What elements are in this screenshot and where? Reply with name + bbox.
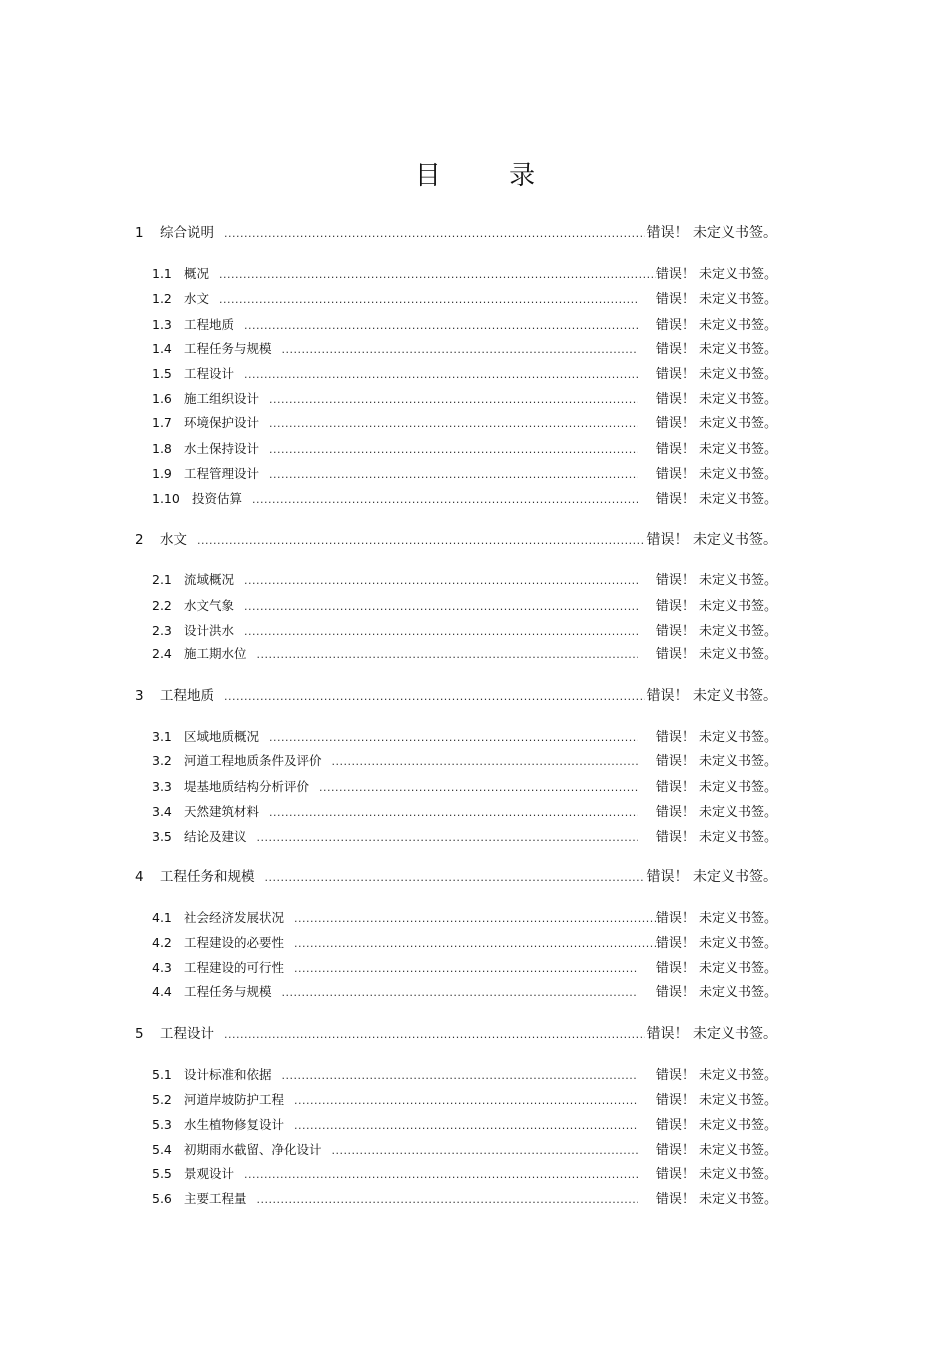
toc-item-5-3[interactable] [152,1114,777,1133]
dot-leader [294,912,656,925]
toc-item-1-7[interactable] [152,412,777,431]
toc-page-ref: 错误！ 未定义书签。 [655,392,777,407]
toc-item-number: 3.4 [152,804,172,819]
toc-item-number: 3.3 [152,779,172,794]
toc-page-ref: 错误！ 未定义书签。 [655,911,777,926]
toc-item-number: 1.9 [152,466,172,481]
toc-item-number: 2.2 [152,598,172,613]
toc-item-number: 5.4 [152,1142,172,1157]
toc-page-ref: 错误！ 未定义书签。 [655,624,777,639]
toc-item-title: 主要工程量 [184,1191,247,1206]
toc-item-title: 景观设计 [184,1166,235,1181]
toc-item-title: 区域地质概况 [184,729,260,744]
toc-item-1-8[interactable] [152,438,777,457]
toc-item-1-2[interactable] [152,288,777,307]
toc-page-ref: 错误！ 未定义书签。 [655,318,777,333]
dot-leader [224,227,645,240]
dot-leader [294,1119,638,1132]
toc-page-ref: 错误！ 未定义书签。 [655,599,777,614]
dot-leader [224,1028,645,1041]
toc-section-5[interactable] [135,1022,777,1043]
toc-page-ref: 错误！ 未定义书签。 [655,416,777,431]
dot-leader [269,806,638,819]
toc-item-number: 1.7 [152,415,172,430]
toc-page-ref: 错误！ 未定义书签。 [655,936,777,951]
toc-page-ref: 错误！ 未定义书签。 [655,267,777,282]
toc-item-title: 施工组织设计 [184,391,260,406]
toc-item-1-5[interactable] [152,363,777,382]
toc-item-title: 设计洪水 [184,623,235,638]
dot-leader [197,534,645,547]
toc-item-2-1[interactable] [152,569,777,588]
toc-item-number: 1.8 [152,441,172,456]
toc-item-1-9[interactable] [152,463,777,482]
toc-item-2-4[interactable] [152,643,777,662]
toc-page-ref: 错误！ 未定义书签。 [646,688,777,704]
toc-item-2-2[interactable] [152,595,777,614]
toc-item-3-2[interactable] [152,750,777,769]
toc-item-number: 5.1 [152,1067,172,1082]
toc-item-4-4[interactable] [152,981,777,1000]
toc-page-ref: 错误！ 未定义书签。 [655,805,777,820]
toc-section-1[interactable] [135,221,777,242]
toc-item-5-4[interactable] [152,1139,777,1158]
toc-item-number: 4.4 [152,984,172,999]
toc-page-ref: 错误！ 未定义书签。 [655,961,777,976]
toc-item-title: 概况 [184,266,210,281]
toc-item-2-3[interactable] [152,620,777,639]
toc-item-title: 工程任务与规模 [184,984,272,999]
toc-item-title: 投资估算 [192,491,243,506]
toc-item-title: 环境保护设计 [184,415,260,430]
toc-item-title: 工程任务与规模 [184,341,272,356]
toc-section-title: 综合说明 [160,225,214,241]
dot-leader [282,986,638,999]
toc-page-ref: 错误！ 未定义书签。 [646,869,777,885]
toc-item-4-3[interactable] [152,957,777,976]
dot-leader [219,268,656,281]
toc-item-number: 1.2 [152,291,172,306]
toc-item-3-5[interactable] [152,826,777,845]
toc-page-ref: 错误！ 未定义书签。 [655,647,777,662]
toc-item-number: 5.3 [152,1117,172,1132]
toc-section-number: 4 [135,869,144,885]
toc-section-number: 5 [135,1026,144,1042]
toc-item-1-10[interactable] [152,488,777,507]
toc-page-ref: 错误！ 未定义书签。 [655,1192,777,1207]
dot-leader [244,600,638,613]
dot-leader [244,319,638,332]
toc-item-title: 河道岸坡防护工程 [184,1092,285,1107]
toc-item-3-4[interactable] [152,801,777,820]
dot-leader [269,731,638,744]
toc-page-ref: 错误！ 未定义书签。 [655,780,777,795]
toc-item-number: 5.5 [152,1166,172,1181]
dot-leader [319,781,638,794]
dot-leader [269,443,638,456]
toc-item-number: 5.2 [152,1092,172,1107]
toc-section-number: 2 [135,532,144,548]
toc-item-1-6[interactable] [152,388,777,407]
dot-leader [244,1168,638,1181]
toc-item-number: 5.6 [152,1191,172,1206]
dot-leader [219,293,638,306]
toc-item-title: 天然建筑材料 [184,804,260,819]
toc-item-number: 1.6 [152,391,172,406]
toc-page-ref: 错误！ 未定义书签。 [646,225,777,241]
toc-page-ref: 错误！ 未定义书签。 [655,830,777,845]
toc-item-title: 河道工程地质条件及评价 [184,753,322,768]
toc-item-title: 工程建设的必要性 [184,935,285,950]
dot-leader [332,1144,638,1157]
dot-leader [257,831,638,844]
dot-leader [269,393,638,406]
dot-leader [332,755,638,768]
dot-leader [224,690,645,703]
toc-section-2[interactable] [135,528,777,549]
toc-item-number: 2.1 [152,572,172,587]
toc-section-title: 水文 [160,532,187,548]
toc-page-ref: 错误！ 未定义书签。 [655,1118,777,1133]
toc-page-ref: 错误！ 未定义书签。 [655,730,777,745]
toc-item-number: 4.3 [152,960,172,975]
toc-item-number: 1.10 [152,491,180,506]
dot-leader [244,625,638,638]
toc-section-title: 工程地质 [160,688,214,704]
toc-item-number: 1.1 [152,266,172,281]
toc-item-title: 结论及建议 [184,829,247,844]
toc-item-title: 初期雨水截留、净化设计 [184,1142,322,1157]
toc-page-ref: 错误！ 未定义书签。 [646,532,777,548]
dot-leader [294,937,656,950]
toc-page-ref: 错误！ 未定义书签。 [655,1093,777,1108]
toc-item-number: 4.2 [152,935,172,950]
toc-item-title: 工程建设的可行性 [184,960,285,975]
toc-item-number: 1.5 [152,366,172,381]
toc-item-number: 3.1 [152,729,172,744]
toc-item-number: 4.1 [152,910,172,925]
toc-item-title: 流域概况 [184,572,235,587]
toc-page-ref: 错误！ 未定义书签。 [655,985,777,1000]
dot-leader [282,343,638,356]
toc-item-4-2[interactable] [152,932,777,951]
toc-item-number: 2.4 [152,646,172,661]
toc-page-ref: 错误！ 未定义书签。 [655,1143,777,1158]
toc-item-title: 水文气象 [184,598,235,613]
toc-page-ref: 错误！ 未定义书签。 [655,1167,777,1182]
toc-page-ref: 错误！ 未定义书签。 [655,1068,777,1083]
toc-item-title: 堤基地质结构分析评价 [184,779,310,794]
toc-section-number: 1 [135,225,144,241]
toc-section-title: 工程任务和规模 [160,869,255,885]
toc-item-number: 3.2 [152,753,172,768]
toc-item-5-1[interactable] [152,1064,777,1083]
dot-leader [257,648,638,661]
toc-item-number: 1.4 [152,341,172,356]
toc-page-ref: 错误！ 未定义书签。 [655,292,777,307]
toc-page-ref: 错误！ 未定义书签。 [655,342,777,357]
toc-item-1-4[interactable] [152,338,777,357]
toc-item-title: 工程管理设计 [184,466,260,481]
toc-item-title: 工程设计 [184,366,235,381]
toc-item-5-5[interactable] [152,1163,777,1182]
toc-item-title: 水生植物修复设计 [184,1117,285,1132]
toc-item-4-1[interactable] [152,907,777,926]
dot-leader [244,368,638,381]
dot-leader [294,962,638,975]
dot-leader [257,1193,638,1206]
toc-page-ref: 错误！ 未定义书签。 [655,573,777,588]
toc-item-number: 1.3 [152,317,172,332]
toc-section-3[interactable] [135,684,777,705]
toc-page-ref: 错误！ 未定义书签。 [655,367,777,382]
toc-page-ref: 错误！ 未定义书签。 [646,1026,777,1042]
dot-leader [282,1069,638,1082]
toc-item-title: 施工期水位 [184,646,247,661]
dot-leader [269,468,638,481]
toc-item-1-1[interactable] [152,263,777,282]
page-title: 目 录 [414,161,566,192]
toc-item-number: 2.3 [152,623,172,638]
toc-item-1-3[interactable] [152,314,777,333]
toc-item-title: 工程地质 [184,317,235,332]
toc-section-title: 工程设计 [160,1026,214,1042]
toc-page-ref: 错误！ 未定义书签。 [655,467,777,482]
dot-leader [252,493,638,506]
toc-item-3-3[interactable] [152,776,777,795]
toc-page-ref: 错误！ 未定义书签。 [655,492,777,507]
dot-leader [269,417,638,430]
toc-item-title: 水土保持设计 [184,441,260,456]
dot-leader [265,871,645,884]
toc-item-5-2[interactable] [152,1089,777,1108]
toc-item-number: 3.5 [152,829,172,844]
toc-item-title: 水文 [184,291,210,306]
toc-item-title: 设计标准和依据 [184,1067,272,1082]
toc-section-number: 3 [135,688,144,704]
toc-item-3-1[interactable] [152,726,777,745]
toc-item-5-6[interactable] [152,1188,777,1207]
toc-page-ref: 错误！ 未定义书签。 [655,442,777,457]
dot-leader [294,1094,638,1107]
toc-item-title: 社会经济发展状况 [184,910,285,925]
dot-leader [244,574,638,587]
toc-page-ref: 错误！ 未定义书签。 [655,754,777,769]
toc-section-4[interactable] [135,865,777,886]
